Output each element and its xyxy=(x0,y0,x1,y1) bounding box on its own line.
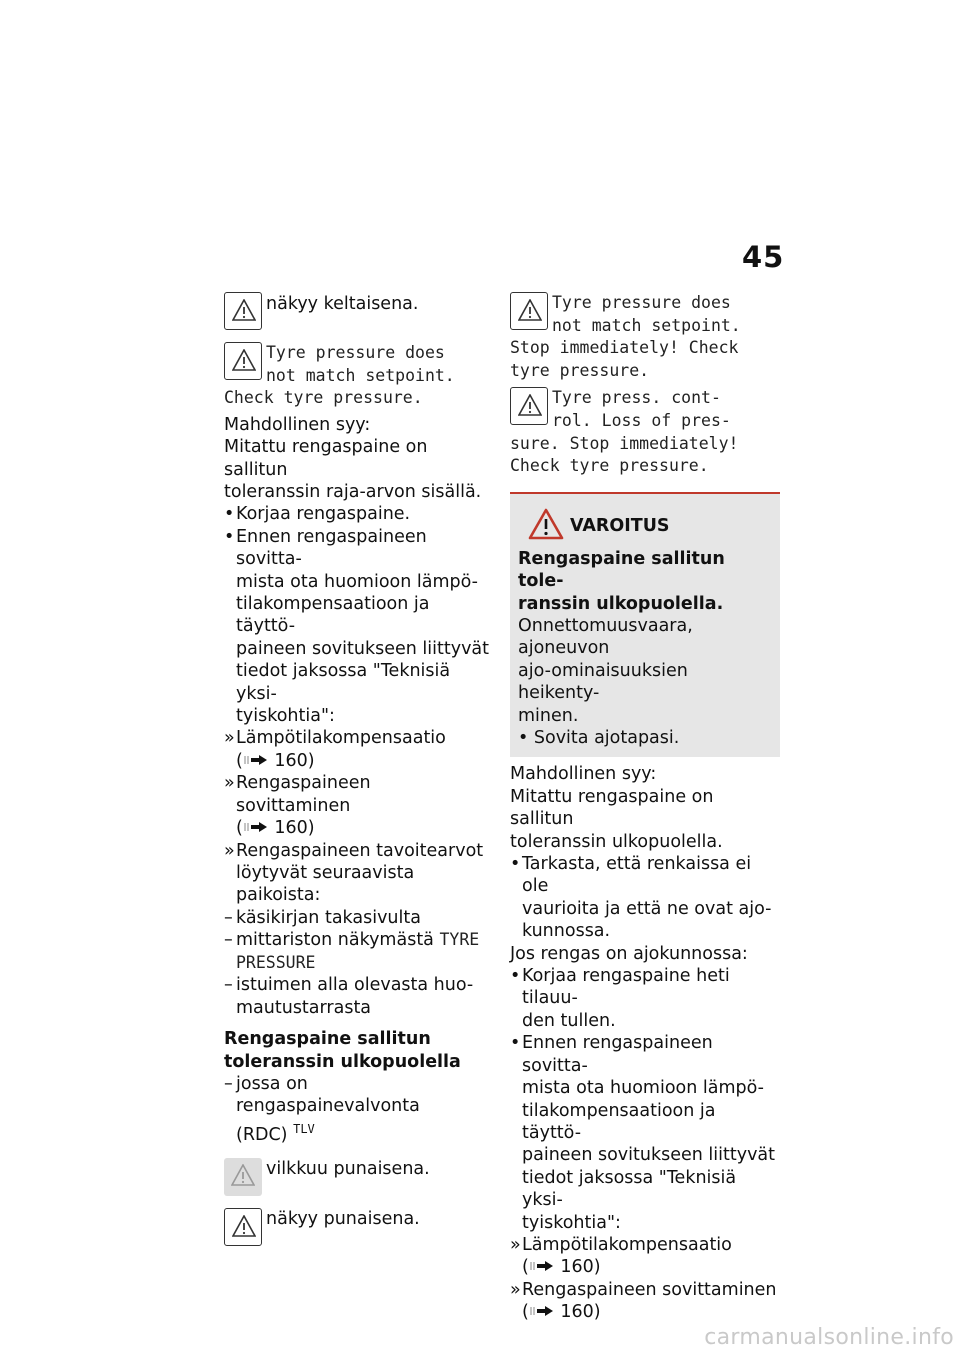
page-reference-arrow-icon xyxy=(529,1256,555,1278)
message-line: Tyre pressure does xyxy=(266,343,445,362)
warning-title: ranssin ulkopuolella. xyxy=(518,593,724,614)
page-reference[interactable]: 160) xyxy=(274,818,315,839)
dash-item: – käsikirjan takasivulta xyxy=(224,907,421,928)
list-item: • Korjaa rengaspaine heti tilauu- den tullen. xyxy=(510,966,730,1031)
warning-header xyxy=(518,508,772,548)
list-item: • Korjaa rengaspaine. xyxy=(224,504,411,525)
message-line: rol. Loss of pres- xyxy=(552,410,731,430)
warning-triangle-blinking-icon xyxy=(224,1158,262,1196)
message-line: Tyre pressure does xyxy=(552,293,731,312)
page-reference-arrow-icon xyxy=(243,750,269,772)
message-line: Check tyre pressure. xyxy=(510,456,709,476)
cause-heading: Mahdollinen syy: xyxy=(224,414,371,435)
cause-text: toleranssin raja-arvon sisällä. xyxy=(224,482,482,502)
cause-heading: Mahdollinen syy: xyxy=(510,764,657,785)
warning-triangle-icon xyxy=(510,387,548,425)
danger-triangle-icon xyxy=(528,508,564,540)
cause-text: toleranssin ulkopuolella. xyxy=(510,831,723,852)
message-line: Stop immediately! Check xyxy=(510,338,739,358)
list-item: • Tarkasta, että renkaissa ei ole vaurioita ja että ne ovat ajo- kunnossa. xyxy=(510,854,772,942)
warning-text: Onnettomuusvaara, ajoneuvon xyxy=(518,615,693,659)
warning-label: VAROITUS xyxy=(570,515,670,536)
message-line: sure. Stop immediately! xyxy=(510,433,739,453)
warning-triangle-icon xyxy=(224,292,262,330)
warning-triangle-icon xyxy=(224,342,262,380)
display-message-1 xyxy=(224,342,490,410)
reference-item: » Rengaspaineen tavoitearvot löytyvät seuraavista paikoista: xyxy=(224,840,484,906)
warning-action: • Sovita ajotapasi. xyxy=(518,728,680,748)
dash-item: – istuimen alla olevasta huo- mautustarrasta xyxy=(224,975,474,1018)
warning-text: ajo-ominaisuuksien heikenty- xyxy=(518,660,688,704)
status-text: näkyy keltaisena. xyxy=(266,294,419,314)
warning-title: Rengaspaine sallitun tole- xyxy=(518,548,725,592)
display-message-3 xyxy=(510,387,780,477)
page-reference[interactable]: 160) xyxy=(560,1302,601,1323)
page-reference-arrow-icon xyxy=(243,817,269,839)
condition-text: Jos rengas on ajokunnossa: xyxy=(510,943,748,964)
list-item: • Ennen rengaspaineen sovitta- mista ota huomioon lämpö- tilakompensaatioon ja täyttö- paineen sovitukseen liittyvät tiedot jaksossa "Teknisiä yksi- tyiskohtia": xyxy=(510,1033,776,1233)
status-text: näkyy punaisena. xyxy=(266,1208,420,1229)
message-line: Check tyre pressure. xyxy=(224,388,423,408)
section-heading: toleranssin ulkopuolella xyxy=(224,1051,461,1072)
warning-triangle-icon xyxy=(510,292,548,330)
warning-text: minen. xyxy=(518,705,579,726)
blinking-red-row xyxy=(224,1158,490,1204)
red-row xyxy=(224,1208,490,1250)
right-column xyxy=(510,292,780,1324)
list-item: • Ennen rengaspaineen sovitta- mista ota huomioon lämpö- tilakompensaatioon ja täyttö- paineen sovitukseen liittyvät tiedot jaksossa "Teknisiä yksi- tyiskohtia": xyxy=(224,526,490,727)
message-line: not match setpoint. xyxy=(552,315,741,335)
message-line: Tyre press. cont- xyxy=(552,388,721,408)
warning-box xyxy=(510,492,780,758)
section-heading: Rengaspaine sallitun xyxy=(224,1029,431,1050)
message-line: tyre pressure. xyxy=(510,360,650,380)
reference-item: » Rengaspaineen sovittaminen ( 160) xyxy=(224,773,371,839)
page-reference[interactable]: 160) xyxy=(274,750,315,771)
cause-text: Mitattu rengaspaine on sallitun xyxy=(510,786,714,830)
reference-item: » Lämpötilakompensaatio ( 160) xyxy=(510,1234,732,1278)
cause-text: Mitattu rengaspaine on sallitun xyxy=(224,437,428,480)
page-reference[interactable]: 160) xyxy=(560,1257,601,1278)
warning-triangle-icon xyxy=(224,1208,262,1246)
reference-item: » Rengaspaineen sovittaminen ( 160) xyxy=(510,1279,777,1323)
status-text: vilkkuu punaisena. xyxy=(266,1158,430,1179)
display-message-2 xyxy=(510,292,780,382)
watermark: carmanualsonline.info xyxy=(704,1325,954,1350)
left-column xyxy=(224,292,490,1250)
page-reference-arrow-icon xyxy=(529,1301,555,1323)
page-number: 45 xyxy=(742,240,785,274)
yellow-warning-row xyxy=(224,292,490,334)
message-line: not match setpoint. xyxy=(266,365,455,385)
dash-item: – jossa on rengaspainevalvonta (RDC) $^{TLV}$ xyxy=(224,1073,420,1145)
reference-item: » Lämpötilakompensaatio ( 160) xyxy=(224,728,446,771)
dash-item: – mittariston näkymästä TYRE PRESSURE xyxy=(224,930,480,972)
